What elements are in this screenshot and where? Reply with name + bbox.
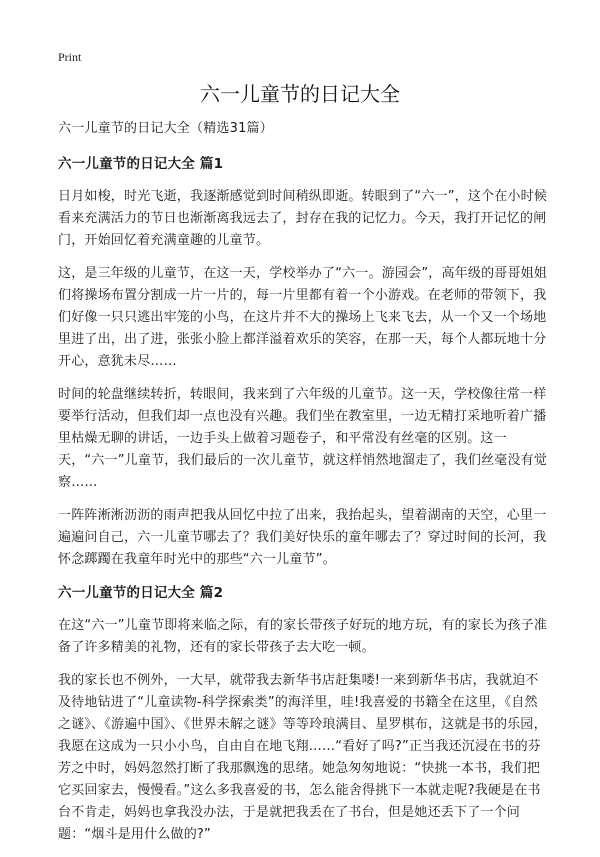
document-subtitle: 六一儿童节的日记大全（精选31篇） (58, 121, 273, 136)
paragraph: 一阵阵淅淅沥沥的雨声把我从回忆中拉了出来，我抬起头，望着湖南的天空，心里一遍遍问自己，六一儿童节哪去了？我们美好快乐的童年哪去了？穿过时间的长河，我怀念踯躅在我童年时光中的那些“六一儿童节”。 (58, 508, 547, 567)
paragraph: 这，是三年级的儿童节，在这一天，学校举办了“六一。游园会”，高年级的哥哥姐姐们将操场布置分割成一片一片的，每一片里都有着一个小游戏。在老师的带领下，我们好像一只只逃出牢笼的小鸟，在这片并不大的操场上飞来飞去，从一个又一个场地里进了出，出了进，张张小脸上都洋溢着欢乐的笑容，在那一天，每个人都玩地十分开心，意犹未尽…… (58, 266, 548, 369)
document-body (58, 118, 548, 857)
paragraph: 在这“六一”儿童节即将来临之际，有的家长带孩子好玩的地方玩，有的家长为孩子准备了许多精美的礼物，还有的家长带孩子去大吃一顿。 (58, 618, 548, 655)
section-heading: 六一儿童节的日记大全 篇2 (58, 585, 224, 601)
section-1 (58, 153, 548, 571)
section-2 (58, 582, 548, 846)
paragraph: 时间的轮盘继续转折，转眼间，我来到了六年级的儿童节。这一天，学校像往常一样要举行活动，但我们却一点也没有兴趣。我们坐在教室里，一边无精打采地听着广播里枯燥无聊的讲话，一边手头上做着习题卷子，和平常没有丝毫的区别。这一天，“六一”儿童节，我们最后的一次儿童节，就这样悄然地溜走了，我们丝毫没有觉察…… (58, 387, 548, 490)
paragraph: 日月如梭，时光飞逝，我逐渐感觉到时间稍纵即逝。转眼到了“六一”，这个在小时候看来充满活力的节日也渐渐离我远去了，封存在我的记忆力。今天，我打开记忆的闸门，开始回忆着充满童趣的儿童节。 (58, 189, 548, 248)
section-heading: 六一儿童节的日记大全 篇1 (58, 156, 224, 172)
paragraph: 我的家长也不例外，一大早，就带我去新华书店赶集喽!一来到新华书店，我就迫不及待地钻进了“儿童读物-科学探索类”的海洋里，哇!我喜爱的书籍全在这里，《自然之谜》、《游遍中国》、《世界未解之谜》等等玲琅满目、星罗棋布，这就是书的乐园，我愿在这成为一只小小鸟，自由自在地飞翔……“看好了吗?”正当我还沉浸在书的芬芳之中时，妈妈忽然打断了我那飘逸的思绪。她急匆匆地说：“快挑一本书，我们把它买回家去，慢慢看。”这么多我喜爱的书，怎么能舍得挑下一本就走呢?我硬是在书台不肯走，妈妈也拿我没办法，于是就把我丢在了书台，但是她还丢下了一个问题：“烟斗是用什么做的?” (58, 673, 547, 842)
print-label: Print (58, 50, 82, 64)
document-title: 六一儿童节的日记大全 (200, 82, 400, 106)
